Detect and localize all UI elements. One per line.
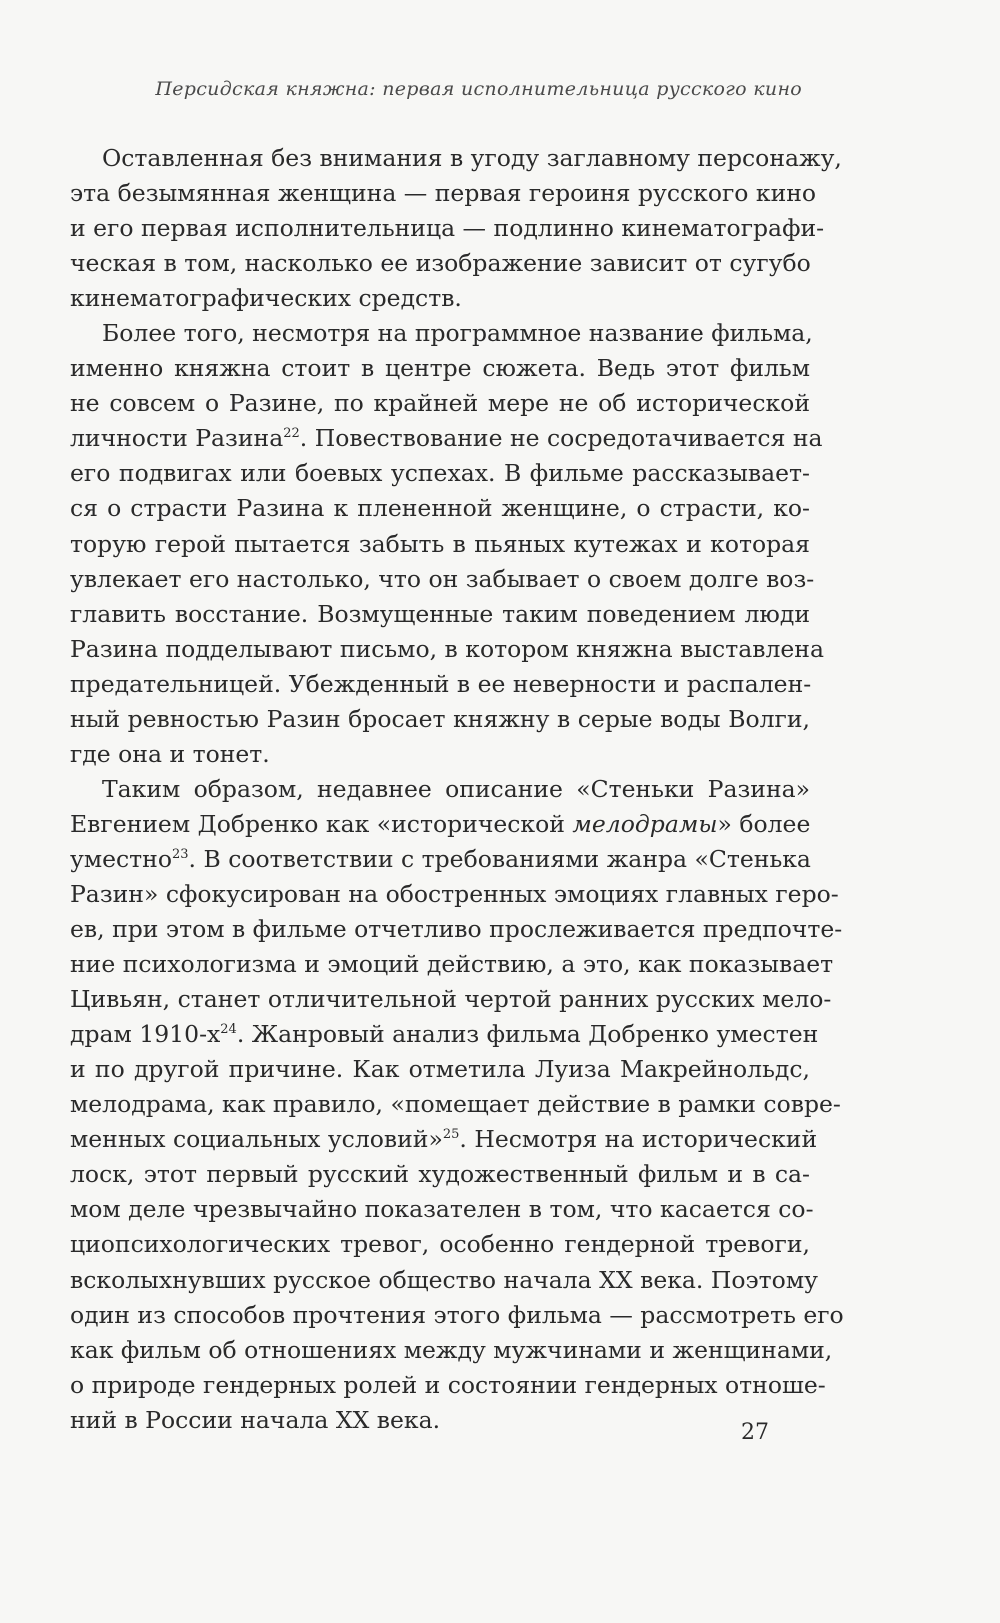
text-line: мелодрама, как правило, «помещает действие в рамки совре- — [70, 1090, 841, 1119]
body-text — [70, 141, 844, 1438]
emphasized-text: мелодрамы — [572, 809, 718, 838]
footnote-ref[interactable]: 23 — [172, 846, 189, 862]
text-line: где она и тонет. — [70, 739, 270, 768]
line-text: . Жанровый анализ фильма Добренко уместен — [236, 1020, 819, 1049]
text-line — [70, 1017, 819, 1052]
text-line — [70, 421, 823, 456]
footnote-ref[interactable]: 24 — [220, 1022, 237, 1038]
text-line: Таким образом, недавнее описание «Стеньки Разина» — [102, 774, 810, 803]
paragraph — [70, 141, 842, 316]
text-line: и по другой причине. Как отметила Луиза Макрейнольдс, — [70, 1055, 810, 1084]
text-line: Разин» сфокусирован на обостренных эмоциях главных геро- — [70, 879, 839, 908]
text-line: лоск, этот первый русский художественный фильм и в са- — [70, 1160, 810, 1189]
text-line: ние психологизма и эмоций действию, а это, как показывает — [70, 950, 834, 979]
text-line: ний в России начала XX века. — [70, 1405, 441, 1434]
line-text: драм 1910-х — [70, 1020, 221, 1049]
line-text: личности Разина — [70, 424, 284, 453]
text-line: о природе гендерных ролей и состоянии гендерных отноше- — [70, 1370, 826, 1399]
footnote-ref[interactable]: 25 — [442, 1127, 460, 1143]
text-line — [70, 1122, 818, 1157]
text-line: ный ревностью Разин бросает княжну в серые воды Волги, — [70, 704, 810, 733]
text-line: Более того, несмотря на программное название фильма, — [102, 319, 813, 348]
text-line: торую герой пытается забыть в пьяных кутежах и которая — [70, 529, 810, 558]
line-text: Евгением Добренко как «исторической — [70, 809, 573, 838]
page-number: 27 — [741, 1420, 769, 1445]
line-text: . В соответствии с требованиями жанра «Стенька — [188, 844, 811, 873]
text-line: как фильм об отношениях между мужчинами и женщинами, — [70, 1335, 833, 1364]
text-line: главить восстание. Возмущенные таким поведением люди — [70, 599, 810, 628]
text-line: Оставленная без внимания в угоду заглавному персонажу, — [102, 144, 842, 172]
text-line: Разина подделывают письмо, в котором княжна выставлена — [70, 634, 824, 663]
text-line: эта безымянная женщина — первая героиня русского кино — [70, 179, 817, 208]
line-text: уместно — [70, 844, 172, 873]
text-line: ев, при этом в фильме отчетливо прослеживается предпочте- — [70, 915, 843, 944]
text-line: и его первая исполнительница — подлинно кинематографи- — [70, 214, 825, 243]
text-line: кинематографических средств. — [70, 284, 462, 313]
text-line: циопсихологических тревог, особенно гендерной тревоги, — [70, 1230, 810, 1259]
text-line: его подвигах или боевых успехах. В фильме рассказывает- — [70, 459, 810, 488]
running-head: Персидская княжна: первая исполнительница русского кино — [155, 78, 802, 100]
text-line: Цивьян, станет отличительной чертой ранних русских мело- — [70, 985, 832, 1014]
text-line — [70, 807, 810, 842]
text-line: увлекает его настолько, что он забывает о своем долге воз- — [70, 564, 815, 593]
text-line: ся о страсти Разина к плененной женщине, о страсти, ко- — [70, 494, 810, 523]
paragraph — [70, 316, 824, 772]
footnote-ref[interactable]: 22 — [283, 426, 300, 442]
text-line: один из способов прочтения этого фильма — рассмотреть его — [70, 1300, 844, 1329]
text-line: всколыхнувших русское общество начала XX века. Поэтому — [70, 1265, 818, 1294]
line-text: » более — [717, 809, 811, 838]
text-line: ческая в том, насколько ее изображение зависит от сугубо — [70, 249, 811, 278]
text-line: мом деле чрезвычайно показателен в том, что касается со- — [70, 1195, 814, 1224]
paragraph — [70, 772, 844, 1438]
line-text: . Несмотря на исторический — [459, 1125, 818, 1154]
line-text: . Повествование не сосредотачивается на — [299, 424, 823, 453]
text-line: предательницей. Убежденный в ее неверности и распален- — [70, 669, 812, 698]
text-line — [70, 842, 810, 877]
text-line: не совсем о Разине, по крайней мере не об исторической — [70, 389, 810, 418]
text-line: именно княжна стоит в центре сюжета. Ведь этот фильм — [70, 354, 810, 383]
line-text: менных социальных условий» — [70, 1125, 443, 1154]
